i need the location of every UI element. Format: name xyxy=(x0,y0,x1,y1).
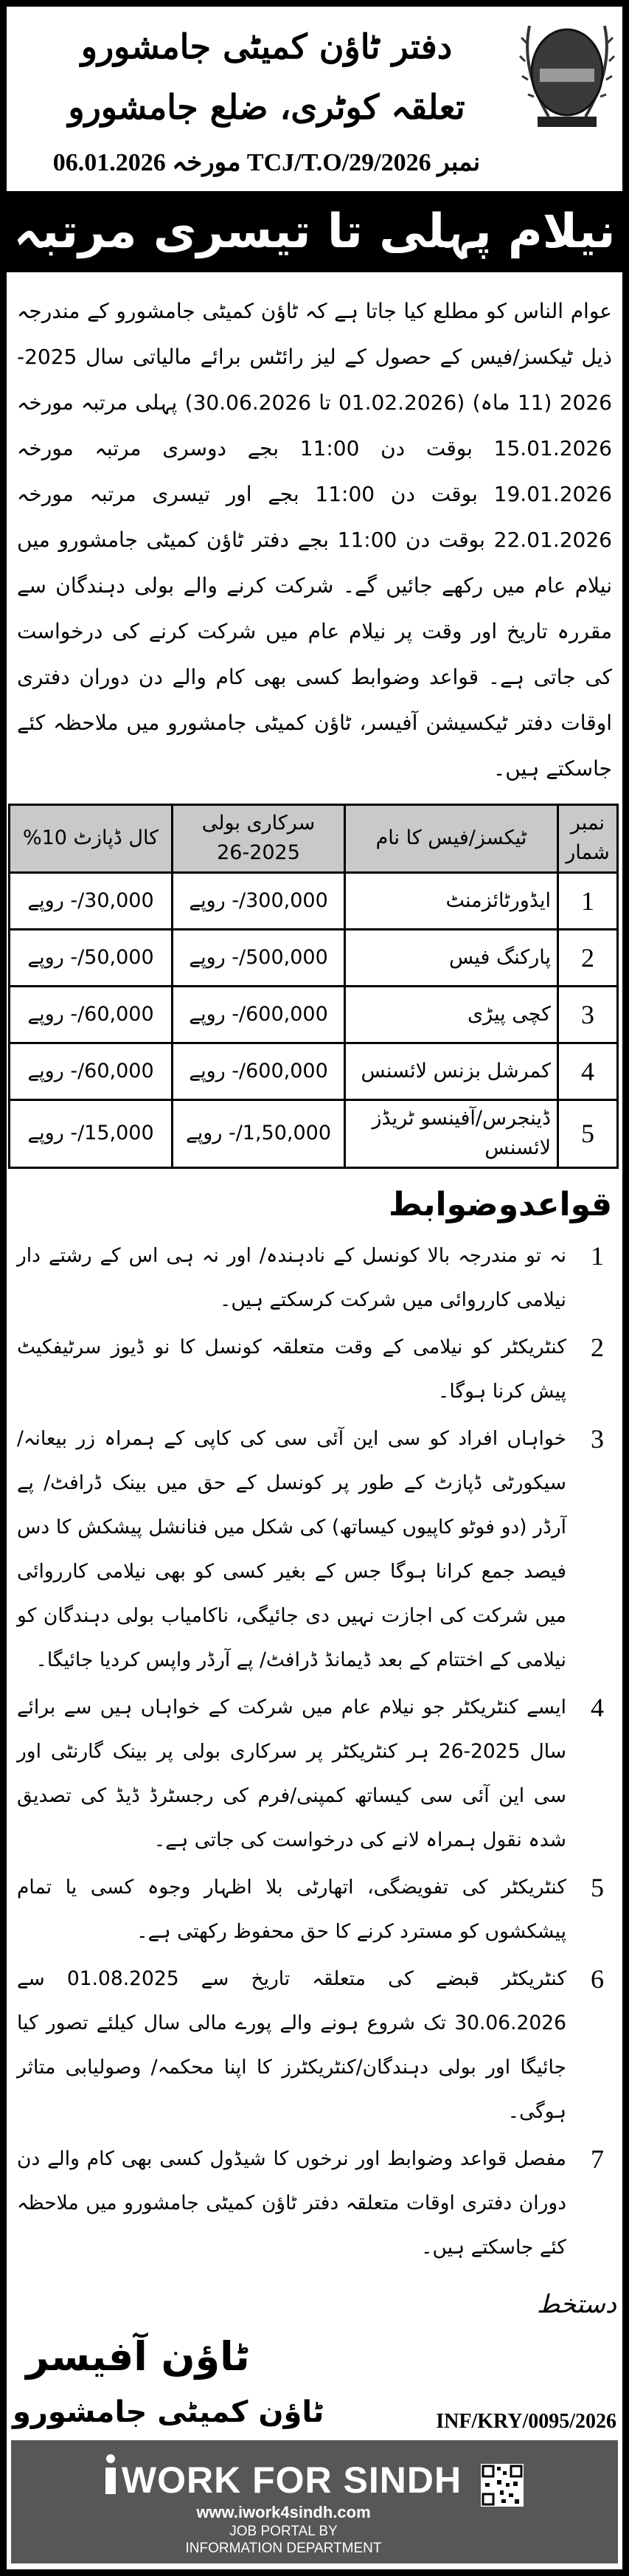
table-row xyxy=(10,1099,618,1167)
rule-item xyxy=(17,1417,612,1682)
table-row xyxy=(10,1043,618,1099)
rule-number: 3 xyxy=(591,1424,604,1454)
rule-text: نہ تو مندرجہ بالا کونسل کے نادہندہ/ اور نہ ہی اس کے رشتے دار نیلامی کارروائی میں شرکت کرسکتے ہیں۔ xyxy=(17,1244,566,1312)
rule-text: ایسے کنٹریکٹر جو نیلام عام میں شرکت کے خواہاں ہیں سے برائے سال 2025-26 ہر کنٹریکٹر پر سرکاری بولی پر بینک گارنٹی اور سی این آئی سی کیساتھ کمپنی/فرم کی رجسٹرڈ ڈیڈ کی تصدیق شدہ نقول ہمراہ لانے کی درخواست کی جاتی ہے۔ xyxy=(17,1696,566,1852)
serial: 1 xyxy=(558,872,618,929)
brand-name: WORK FOR SINDH xyxy=(121,2459,462,2501)
website-link[interactable]: www.iwork4sindh.com xyxy=(196,2503,371,2522)
rule-text: کنٹریکٹر قبضے کی متعلقہ تاریخ سے 01.08.2025 سے 30.06.2026 تک شروع ہونے والے پورے مالی سال کیلئے تصور کیا جائیگا اور بولی دہندگان/کنٹریکٹرز کا اپنا محکمہ/ وصولیابی متاثر ہوگی۔ xyxy=(17,1967,566,2124)
auction-banner: نیلام پہلی تا تیسری مرتبہ xyxy=(7,191,622,272)
brand-logo xyxy=(105,2448,462,2502)
header xyxy=(7,7,622,191)
bid: 1,50,000/- روپے xyxy=(173,1099,345,1167)
table-row xyxy=(10,872,618,929)
deposit: 15,000/- روپے xyxy=(10,1099,173,1167)
i-logo-icon xyxy=(105,2468,116,2494)
deposit: 50,000/- روپے xyxy=(10,929,173,986)
rule-item xyxy=(17,1865,612,1954)
notice-paragraph: عوام الناس کو مطلع کیا جاتا ہے کہ ٹاؤن کمیٹی جامشورو کے مندرجہ ذیل ٹیکسز/فیس کے حصول کے لیز رائٹس برائے مالیاتی سال 2025-2026 (11 ماہ) (01.02.2026 تا 30.06.2026) پہلی مرتبہ مورخہ 15.01.2026 بوقت دن 11:00 بجے دوسری مرتبہ مورخہ 19.01.2026 بوقت دن 11:00 بجے اور تیسری مرتبہ مورخہ 22.01.2026 بوقت دن 11:00 بجے دفتر ٹاؤن کمیٹی جامشورو میں نیلام عام میں رکھے جائیں گے۔ شرکت کرنے والے بولی دہندگان سے مقررہ تاریخ اور وقت پر نیلام عام میں شرکت کرنے کی درخواست کی جاتی ہے۔ قواعد وضوابط کسی بھی کام والے دن دوران دفتری اوقات دفتر ٹیکسیشن آفیسر، ٹاؤن کمیٹی جامشورو میں ملاحظہ کئے جاسکتے ہیں۔ xyxy=(17,298,612,781)
rule-item xyxy=(17,1957,612,2134)
header-bid: سرکاری بولی 2025-26 xyxy=(173,804,345,872)
office-subtitle: تعلقہ کوٹری، ضلع جامشورو xyxy=(68,86,465,127)
tax-name: پارکنگ فیس xyxy=(345,929,558,986)
signature-bottom-row xyxy=(13,2389,616,2436)
header-serial: نمبر شمار xyxy=(558,804,618,872)
deposit: 30,000/- روپے xyxy=(10,872,173,929)
qr-code-icon xyxy=(481,2464,524,2507)
serial: 4 xyxy=(558,1043,618,1099)
signature-label: دستخط xyxy=(536,2290,616,2320)
bid: 500,000/- روپے xyxy=(173,929,345,986)
serial: 2 xyxy=(558,929,618,986)
rule-text: کنٹریکٹر کی تفویضگی، اتھارٹی بلا اظہار وجوہ کسی یا تمام پیشکشوں کو مسترد کرنے کا حق محفوظ رکھتی ہے۔ xyxy=(17,1876,566,1944)
rule-number: 5 xyxy=(591,1873,604,1903)
rule-text: مفصل قواعد وضوابط اور نرخوں کا شیڈول کسی بھی کام والے دن دوران دفتری اوقات متعلقہ دفتر ٹاؤن کمیٹی جامشورو میں ملاحظہ کئے جاسکتے ہیں۔ xyxy=(17,2147,566,2259)
office-title: دفتر ٹاؤن کمیٹی جامشورو xyxy=(80,27,453,66)
rule-number: 2 xyxy=(591,1333,604,1363)
rule-number: 4 xyxy=(591,1693,604,1723)
tax-name: کمرشل بزنس لائسنس xyxy=(345,1043,558,1099)
footer-line2: INFORMATION DEPARTMENT xyxy=(185,2541,382,2557)
rule-number: 1 xyxy=(591,1241,604,1271)
footer-line1: JOB PORTAL BY xyxy=(229,2523,338,2539)
footer-text xyxy=(105,2448,462,2558)
rule-number: 7 xyxy=(591,2144,604,2175)
advertisement xyxy=(7,7,622,2569)
rule-item xyxy=(17,1325,612,1414)
auction-table xyxy=(8,804,619,1169)
rule-item xyxy=(17,1234,612,1322)
organization-name: ٹاؤن کمیٹی جامشورو xyxy=(13,2395,324,2430)
deposit: 60,000/- روپے xyxy=(10,1043,173,1099)
serial: 5 xyxy=(558,1099,618,1167)
info-reference: INF/KRY/0095/2026 xyxy=(436,2409,616,2433)
table-header-row xyxy=(10,804,618,872)
tax-name: ڈینجرس/آفینسو ٹریڈز لائسنس xyxy=(345,1099,558,1167)
emblem-logo xyxy=(519,17,615,131)
header-deposit: کال ڈپازٹ 10% xyxy=(10,804,173,872)
rule-text: خواہاں افراد کو سی این آئی سی کی کاپی کے ہمراہ زر بیعانہ/سیکورٹی ڈپازٹ کے طور پر کونسل کے حق میں بینک ڈرافٹ/ پے آرڈر (دو فوٹو کاپیوں کیساتھ) کی شکل میں فنانشل پیشکش کا دس فیصد جمع کرانا ہوگا جس کے بغیر کسی کو بھی نیلامی کارروائی میں شرکت کی اجازت نہیں دی جائیگی، ناکامیاب بولی دہندگان کو نیلامی کے اختتام کے بعد ڈیمانڈ ڈرافٹ/ پے آرڈر واپس کردیا جائیگا۔ xyxy=(17,1427,566,1672)
officer-title: ٹاؤن آفیسر xyxy=(26,2332,250,2380)
rule-text: کنٹریکٹر کو نیلامی کے وقت متعلقہ کونسل کا نو ڈیوز سرٹیفکیٹ پیش کرنا ہوگا۔ xyxy=(17,1336,566,1403)
bid: 600,000/- روپے xyxy=(173,1043,345,1099)
rules-list xyxy=(17,1231,612,2270)
table-row xyxy=(10,929,618,986)
bid: 300,000/- روپے xyxy=(173,872,345,929)
tax-name: کچی پیڑی xyxy=(345,986,558,1043)
serial: 3 xyxy=(558,986,618,1043)
rule-number: 6 xyxy=(591,1964,604,1995)
table-row xyxy=(10,986,618,1043)
footer-banner xyxy=(11,2440,618,2563)
rule-item xyxy=(17,1685,612,1862)
header-name: ٹیکسز/فیس کا نام xyxy=(345,804,558,872)
deposit: 60,000/- روپے xyxy=(10,986,173,1043)
tax-name: ایڈورٹائزمنٹ xyxy=(345,872,558,929)
bid: 600,000/- روپے xyxy=(173,986,345,1043)
rules-heading: قواعدوضوابط xyxy=(388,1185,612,1223)
signature-block xyxy=(7,2285,622,2436)
header-titles xyxy=(14,17,519,184)
rule-item xyxy=(17,2137,612,2270)
reference-number: نمبر TCJ/T.O/29/2026 مورخہ 06.01.2026 xyxy=(52,149,481,177)
